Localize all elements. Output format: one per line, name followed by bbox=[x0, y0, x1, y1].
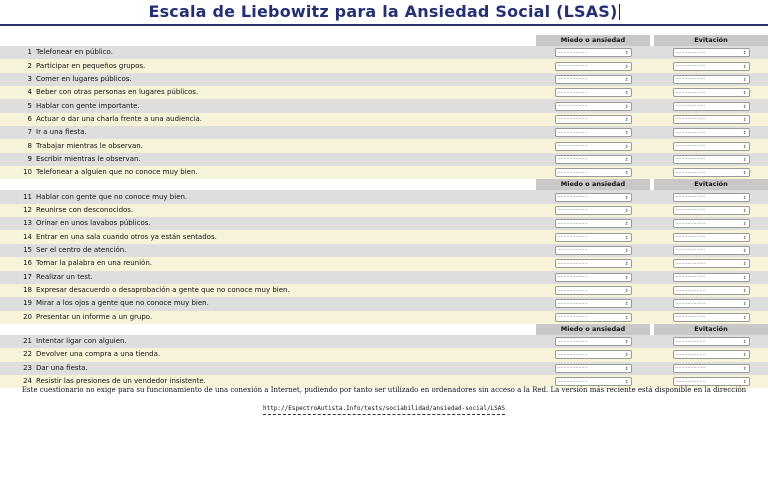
fear-select[interactable] bbox=[555, 273, 632, 282]
fear-select[interactable] bbox=[555, 62, 632, 71]
question-text: Escribir mientras le observan. bbox=[36, 154, 141, 163]
fear-select-value: ---------- bbox=[557, 260, 588, 267]
question-number: 17 bbox=[23, 272, 32, 281]
avoidance-cell bbox=[654, 337, 768, 346]
avoidance-cell bbox=[654, 102, 768, 111]
question-row bbox=[0, 230, 768, 243]
question-number: 3 bbox=[27, 74, 32, 83]
avoidance-cell bbox=[654, 155, 768, 164]
question-row bbox=[0, 257, 768, 270]
avoidance-cell bbox=[654, 246, 768, 255]
fear-select[interactable] bbox=[555, 115, 632, 124]
avoidance-cell bbox=[654, 350, 768, 359]
avoidance-select-value: ---------- bbox=[675, 89, 706, 96]
fear-cell bbox=[536, 337, 650, 346]
question-row bbox=[0, 73, 768, 86]
avoidance-select-value: ---------- bbox=[675, 116, 706, 123]
question-number: 2 bbox=[27, 61, 32, 70]
avoidance-cell bbox=[654, 88, 768, 97]
question-number: 12 bbox=[23, 205, 32, 214]
select-arrows-icon: ⇕ bbox=[624, 364, 629, 372]
header-avoidance: Evitación bbox=[654, 179, 768, 190]
select-arrows-icon: ⇕ bbox=[624, 142, 629, 150]
avoidance-select[interactable] bbox=[673, 193, 750, 202]
fear-select[interactable] bbox=[555, 259, 632, 268]
avoidance-select-value: ---------- bbox=[675, 207, 706, 214]
avoidance-select[interactable] bbox=[673, 62, 750, 71]
question-row bbox=[0, 335, 768, 348]
question-text: Tomar la palabra en una reunión. bbox=[36, 259, 152, 268]
select-arrows-icon: ⇕ bbox=[624, 102, 629, 110]
avoidance-select-value: ---------- bbox=[675, 287, 706, 294]
fear-select-value: ---------- bbox=[557, 49, 588, 56]
select-arrows-icon: ⇕ bbox=[742, 102, 747, 110]
select-arrows-icon: ⇕ bbox=[742, 378, 747, 386]
question-row bbox=[0, 113, 768, 126]
avoidance-select[interactable] bbox=[673, 88, 750, 97]
question-text: Realizar un test. bbox=[36, 272, 93, 281]
fear-select-value: ---------- bbox=[557, 220, 588, 227]
question-text: Beber con otras personas en lugares públicos. bbox=[36, 88, 199, 97]
avoidance-select[interactable] bbox=[673, 259, 750, 268]
avoidance-select-value: ---------- bbox=[675, 156, 706, 163]
avoidance-cell bbox=[654, 299, 768, 308]
fear-cell bbox=[536, 259, 650, 268]
question-text: Actuar o dar una charla frente a una audiencia. bbox=[36, 114, 203, 123]
fear-select-value: ---------- bbox=[557, 314, 588, 321]
avoidance-select[interactable] bbox=[673, 206, 750, 215]
select-arrows-icon: ⇕ bbox=[742, 129, 747, 137]
header-fear: Miedo o ansiedad bbox=[536, 179, 650, 190]
fear-select[interactable] bbox=[555, 233, 632, 242]
avoidance-cell bbox=[654, 286, 768, 295]
avoidance-select[interactable] bbox=[673, 48, 750, 57]
question-row bbox=[0, 284, 768, 297]
question-number: 18 bbox=[23, 286, 32, 295]
question-text: Telefonear a alguien que no conoce muy bien. bbox=[36, 168, 198, 177]
question-text: Intentar ligar con alguien. bbox=[36, 337, 127, 346]
question-row bbox=[0, 362, 768, 375]
avoidance-select[interactable] bbox=[673, 364, 750, 373]
fear-cell bbox=[536, 88, 650, 97]
header-fear: Miedo o ansiedad bbox=[536, 35, 650, 46]
question-text: Entrar en una sala cuando otros ya están sentados. bbox=[36, 232, 217, 241]
avoidance-select[interactable] bbox=[673, 299, 750, 308]
avoidance-select-value: ---------- bbox=[675, 63, 706, 70]
avoidance-select[interactable] bbox=[673, 115, 750, 124]
question-row bbox=[0, 204, 768, 217]
fear-cell bbox=[536, 102, 650, 111]
text-caret bbox=[619, 4, 620, 20]
fear-select[interactable] bbox=[555, 299, 632, 308]
footer-note: Este cuestionario no exige para su funcionamiento de una conexión a Internet, pudiendo por tanto ser utilizado en ordenadores sin acceso a la Red. La versión más reciente está disponible en la dirección bbox=[21, 386, 747, 394]
question-row bbox=[0, 86, 768, 99]
avoidance-select-value: ---------- bbox=[675, 143, 706, 150]
header-spacer bbox=[0, 35, 536, 46]
avoidance-select-value: ---------- bbox=[675, 194, 706, 201]
select-arrows-icon: ⇕ bbox=[742, 273, 747, 281]
question-number: 19 bbox=[23, 299, 32, 308]
fear-select[interactable] bbox=[555, 142, 632, 151]
avoidance-select-value: ---------- bbox=[675, 76, 706, 83]
avoidance-cell bbox=[654, 48, 768, 57]
fear-cell bbox=[536, 168, 650, 177]
select-arrows-icon: ⇕ bbox=[742, 246, 747, 254]
avoidance-cell bbox=[654, 219, 768, 228]
select-arrows-icon: ⇕ bbox=[742, 206, 747, 214]
avoidance-select-value: ---------- bbox=[675, 129, 706, 136]
select-arrows-icon: ⇕ bbox=[742, 338, 747, 346]
question-text: Hablar con gente importante. bbox=[36, 101, 140, 110]
fear-select-value: ---------- bbox=[557, 247, 588, 254]
select-arrows-icon: ⇕ bbox=[624, 378, 629, 386]
fear-cell bbox=[536, 142, 650, 151]
fear-cell bbox=[536, 155, 650, 164]
question-text: Devolver una compra a una tienda. bbox=[36, 350, 161, 359]
fear-select[interactable] bbox=[555, 350, 632, 359]
fear-select[interactable] bbox=[555, 155, 632, 164]
select-arrows-icon: ⇕ bbox=[624, 155, 629, 163]
fear-select-value: ---------- bbox=[557, 378, 588, 385]
avoidance-cell bbox=[654, 193, 768, 202]
select-arrows-icon: ⇕ bbox=[742, 89, 747, 97]
select-arrows-icon: ⇕ bbox=[624, 49, 629, 57]
avoidance-select-value: ---------- bbox=[675, 314, 706, 321]
avoidance-cell bbox=[654, 75, 768, 84]
question-row bbox=[0, 126, 768, 139]
fear-select[interactable] bbox=[555, 219, 632, 228]
select-arrows-icon: ⇕ bbox=[624, 220, 629, 228]
column-header-row bbox=[0, 324, 768, 335]
question-text: Trabajar mientras le observan. bbox=[36, 141, 143, 150]
fear-cell bbox=[536, 299, 650, 308]
question-text: Resistir las presiones de un vendedor insistente. bbox=[36, 377, 206, 386]
avoidance-select[interactable] bbox=[673, 128, 750, 137]
select-arrows-icon: ⇕ bbox=[624, 129, 629, 137]
fear-cell bbox=[536, 364, 650, 373]
questionnaire-table bbox=[0, 35, 768, 388]
avoidance-select-value: ---------- bbox=[675, 234, 706, 241]
question-number: 15 bbox=[23, 245, 32, 254]
fear-select-value: ---------- bbox=[557, 274, 588, 281]
select-arrows-icon: ⇕ bbox=[624, 246, 629, 254]
select-arrows-icon: ⇕ bbox=[742, 62, 747, 70]
fear-cell bbox=[536, 219, 650, 228]
select-arrows-icon: ⇕ bbox=[624, 260, 629, 268]
avoidance-select[interactable] bbox=[673, 286, 750, 295]
select-arrows-icon: ⇕ bbox=[742, 142, 747, 150]
select-arrows-icon: ⇕ bbox=[742, 351, 747, 359]
question-number: 7 bbox=[27, 128, 32, 137]
select-arrows-icon: ⇕ bbox=[624, 89, 629, 97]
question-number: 4 bbox=[27, 88, 32, 97]
fear-cell bbox=[536, 246, 650, 255]
select-arrows-icon: ⇕ bbox=[742, 364, 747, 372]
select-arrows-icon: ⇕ bbox=[742, 300, 747, 308]
question-row bbox=[0, 190, 768, 203]
fear-cell bbox=[536, 286, 650, 295]
fear-select[interactable] bbox=[555, 337, 632, 346]
question-row bbox=[0, 139, 768, 152]
fear-cell bbox=[536, 273, 650, 282]
question-number: 14 bbox=[23, 232, 32, 241]
avoidance-select[interactable] bbox=[673, 350, 750, 359]
fear-select-value: ---------- bbox=[557, 76, 588, 83]
question-number: 16 bbox=[23, 259, 32, 268]
avoidance-select-value: ---------- bbox=[675, 365, 706, 372]
avoidance-cell bbox=[654, 259, 768, 268]
fear-select-value: ---------- bbox=[557, 63, 588, 70]
question-row bbox=[0, 311, 768, 324]
avoidance-select-value: ---------- bbox=[675, 338, 706, 345]
footer-url-link[interactable]: http://EspectroAutista.Info/tests/sociabilidad/ansiedad-social/LSAS bbox=[263, 404, 505, 415]
fear-select-value: ---------- bbox=[557, 338, 588, 345]
column-header-row bbox=[0, 35, 768, 46]
question-number: 9 bbox=[27, 154, 32, 163]
question-row bbox=[0, 99, 768, 112]
fear-cell bbox=[536, 75, 650, 84]
select-arrows-icon: ⇕ bbox=[742, 287, 747, 295]
question-row bbox=[0, 46, 768, 59]
avoidance-select[interactable] bbox=[673, 337, 750, 346]
select-arrows-icon: ⇕ bbox=[624, 351, 629, 359]
question-number: 10 bbox=[23, 168, 32, 177]
avoidance-select[interactable] bbox=[673, 233, 750, 242]
fear-select[interactable] bbox=[555, 48, 632, 57]
fear-select[interactable] bbox=[555, 364, 632, 373]
fear-cell bbox=[536, 62, 650, 71]
avoidance-select-value: ---------- bbox=[675, 247, 706, 254]
question-number: 23 bbox=[23, 363, 32, 372]
avoidance-select[interactable] bbox=[673, 273, 750, 282]
question-number: 22 bbox=[23, 350, 32, 359]
select-arrows-icon: ⇕ bbox=[742, 115, 747, 123]
question-row bbox=[0, 271, 768, 284]
question-text: Ser el centro de atención. bbox=[36, 245, 127, 254]
question-row bbox=[0, 348, 768, 361]
fear-select-value: ---------- bbox=[557, 103, 588, 110]
select-arrows-icon: ⇕ bbox=[624, 75, 629, 83]
fear-select[interactable] bbox=[555, 193, 632, 202]
question-number: 6 bbox=[27, 114, 32, 123]
question-text: Presentar un informe a un grupo. bbox=[36, 312, 153, 321]
fear-cell bbox=[536, 48, 650, 57]
avoidance-select-value: ---------- bbox=[675, 274, 706, 281]
select-arrows-icon: ⇕ bbox=[742, 155, 747, 163]
select-arrows-icon: ⇕ bbox=[624, 62, 629, 70]
avoidance-cell bbox=[654, 128, 768, 137]
select-arrows-icon: ⇕ bbox=[742, 193, 747, 201]
select-arrows-icon: ⇕ bbox=[624, 115, 629, 123]
fear-cell bbox=[536, 313, 650, 322]
question-number: 24 bbox=[23, 377, 32, 386]
avoidance-select[interactable] bbox=[673, 168, 750, 177]
question-text: Comer en lugares públicos. bbox=[36, 74, 132, 83]
fear-select-value: ---------- bbox=[557, 365, 588, 372]
avoidance-select-value: ---------- bbox=[675, 49, 706, 56]
fear-select[interactable] bbox=[555, 88, 632, 97]
fear-cell bbox=[536, 128, 650, 137]
fear-cell bbox=[536, 350, 650, 359]
avoidance-cell bbox=[654, 168, 768, 177]
question-number: 8 bbox=[27, 141, 32, 150]
avoidance-cell bbox=[654, 142, 768, 151]
question-row bbox=[0, 59, 768, 72]
question-text: Mirar a los ojos a gente que no conoce muy bien. bbox=[36, 299, 209, 308]
question-row bbox=[0, 166, 768, 179]
avoidance-cell bbox=[654, 273, 768, 282]
question-text: Ir a una fiesta. bbox=[36, 128, 87, 137]
avoidance-select[interactable] bbox=[673, 142, 750, 151]
question-row bbox=[0, 244, 768, 257]
fear-select[interactable] bbox=[555, 75, 632, 84]
avoidance-select-value: ---------- bbox=[675, 260, 706, 267]
avoidance-select-value: ---------- bbox=[675, 300, 706, 307]
question-number: 20 bbox=[23, 312, 32, 321]
select-arrows-icon: ⇕ bbox=[624, 313, 629, 321]
fear-select[interactable] bbox=[555, 286, 632, 295]
avoidance-cell bbox=[654, 313, 768, 322]
footer bbox=[0, 385, 768, 415]
avoidance-select[interactable] bbox=[673, 155, 750, 164]
question-number: 21 bbox=[23, 337, 32, 346]
title-bar bbox=[0, 0, 768, 26]
fear-select-value: ---------- bbox=[557, 207, 588, 214]
fear-select-value: ---------- bbox=[557, 143, 588, 150]
select-arrows-icon: ⇕ bbox=[742, 220, 747, 228]
avoidance-select[interactable] bbox=[673, 313, 750, 322]
header-avoidance: Evitación bbox=[654, 324, 768, 335]
header-fear: Miedo o ansiedad bbox=[536, 324, 650, 335]
avoidance-cell bbox=[654, 206, 768, 215]
fear-select-value: ---------- bbox=[557, 234, 588, 241]
question-text: Participar en pequeños grupos. bbox=[36, 61, 146, 70]
question-row bbox=[0, 297, 768, 310]
select-arrows-icon: ⇕ bbox=[624, 273, 629, 281]
fear-select-value: ---------- bbox=[557, 116, 588, 123]
avoidance-select-value: ---------- bbox=[675, 378, 706, 385]
avoidance-select[interactable] bbox=[673, 219, 750, 228]
avoidance-select-value: ---------- bbox=[675, 220, 706, 227]
fear-select-value: ---------- bbox=[557, 351, 588, 358]
avoidance-select-value: ---------- bbox=[675, 351, 706, 358]
fear-cell bbox=[536, 193, 650, 202]
select-arrows-icon: ⇕ bbox=[742, 233, 747, 241]
question-text: Reunirse con desconocidos. bbox=[36, 205, 134, 214]
question-row bbox=[0, 153, 768, 166]
fear-select[interactable] bbox=[555, 313, 632, 322]
header-spacer bbox=[0, 179, 536, 190]
column-header-row bbox=[0, 179, 768, 190]
select-arrows-icon: ⇕ bbox=[624, 206, 629, 214]
fear-select-value: ---------- bbox=[557, 169, 588, 176]
select-arrows-icon: ⇕ bbox=[624, 287, 629, 295]
avoidance-cell bbox=[654, 62, 768, 71]
select-arrows-icon: ⇕ bbox=[742, 313, 747, 321]
avoidance-select[interactable] bbox=[673, 102, 750, 111]
question-number: 1 bbox=[27, 48, 32, 57]
fear-select-value: ---------- bbox=[557, 194, 588, 201]
fear-select[interactable] bbox=[555, 246, 632, 255]
header-avoidance: Evitación bbox=[654, 35, 768, 46]
fear-select-value: ---------- bbox=[557, 287, 588, 294]
select-arrows-icon: ⇕ bbox=[742, 260, 747, 268]
fear-cell bbox=[536, 233, 650, 242]
select-arrows-icon: ⇕ bbox=[742, 169, 747, 177]
page-title bbox=[0, 0, 768, 24]
fear-select-value: ---------- bbox=[557, 89, 588, 96]
question-text: Dar una fiesta. bbox=[36, 363, 88, 372]
fear-select[interactable] bbox=[555, 102, 632, 111]
avoidance-select-value: ---------- bbox=[675, 103, 706, 110]
fear-select-value: ---------- bbox=[557, 156, 588, 163]
question-text: Orinar en unos lavabos públicos. bbox=[36, 219, 151, 228]
fear-select[interactable] bbox=[555, 168, 632, 177]
select-arrows-icon: ⇕ bbox=[624, 300, 629, 308]
question-row bbox=[0, 217, 768, 230]
select-arrows-icon: ⇕ bbox=[624, 193, 629, 201]
fear-cell bbox=[536, 206, 650, 215]
select-arrows-icon: ⇕ bbox=[742, 49, 747, 57]
question-text: Expresar desacuerdo o desaprobación a gente que no conoce muy bien. bbox=[36, 286, 290, 295]
avoidance-cell bbox=[654, 115, 768, 124]
question-number: 5 bbox=[27, 101, 32, 110]
question-text: Hablar con gente que no conoce muy bien. bbox=[36, 192, 188, 201]
avoidance-select-value: ---------- bbox=[675, 169, 706, 176]
fear-cell bbox=[536, 115, 650, 124]
question-number: 13 bbox=[23, 219, 32, 228]
avoidance-cell bbox=[654, 364, 768, 373]
fear-select-value: ---------- bbox=[557, 129, 588, 136]
header-spacer bbox=[0, 324, 536, 335]
page-title-text: Escala de Liebowitz para la Ansiedad Social (LSAS) bbox=[148, 2, 618, 21]
select-arrows-icon: ⇕ bbox=[624, 338, 629, 346]
avoidance-cell bbox=[654, 233, 768, 242]
fear-select[interactable] bbox=[555, 128, 632, 137]
fear-select[interactable] bbox=[555, 206, 632, 215]
question-text: Telefonear en público. bbox=[36, 48, 113, 57]
question-number: 11 bbox=[23, 192, 32, 201]
select-arrows-icon: ⇕ bbox=[624, 233, 629, 241]
avoidance-select[interactable] bbox=[673, 246, 750, 255]
select-arrows-icon: ⇕ bbox=[742, 75, 747, 83]
fear-select-value: ---------- bbox=[557, 300, 588, 307]
select-arrows-icon: ⇕ bbox=[624, 169, 629, 177]
avoidance-select[interactable] bbox=[673, 75, 750, 84]
